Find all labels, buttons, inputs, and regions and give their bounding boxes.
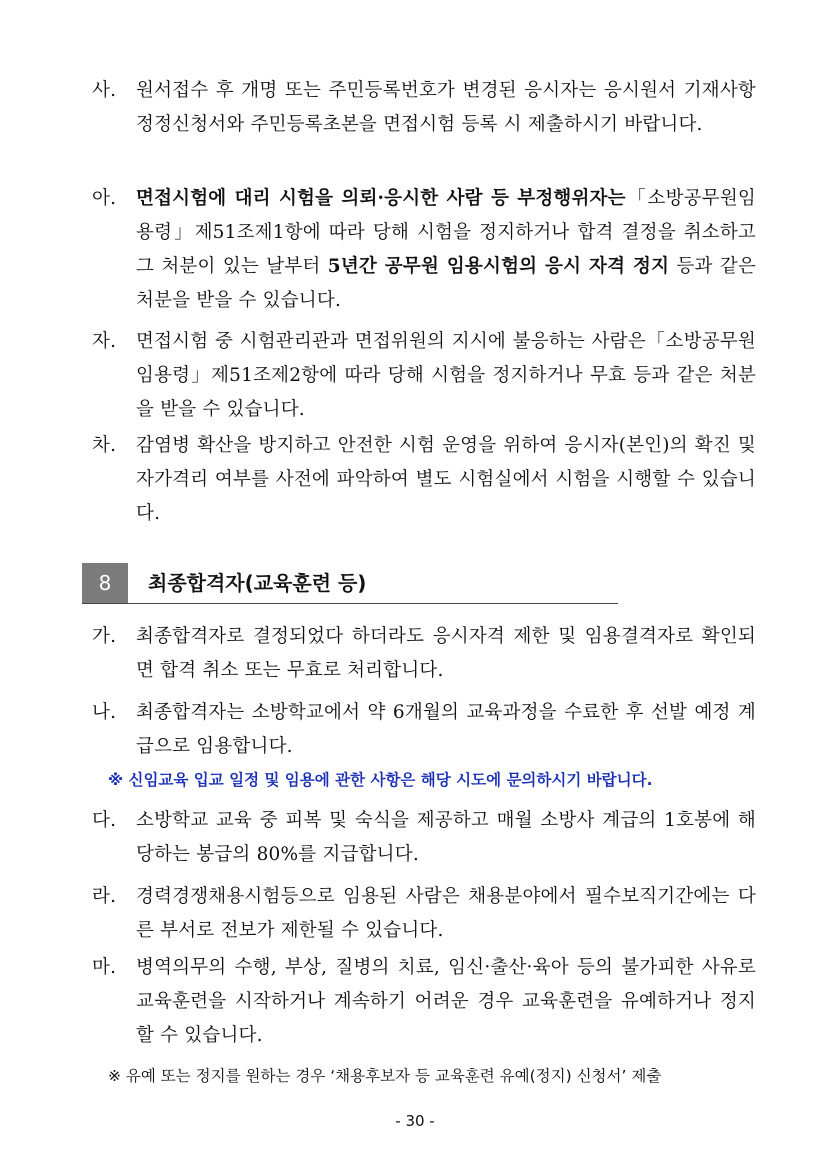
list-marker: 나. bbox=[92, 702, 117, 723]
notice-blue: ※ 신임교육 입교 일정 및 임용에 관한 사항은 해당 시도에 문의하시기 바랍니다. bbox=[108, 771, 653, 789]
body-text: 소방학교 교육 중 피복 및 숙식을 제공하고 매월 소방사 계급의 1호봉에 해당하는 봉급의 80%를 지급합니다. bbox=[136, 810, 756, 865]
section-title: 최종합격자(교육훈련 등) bbox=[148, 571, 367, 595]
list-marker: 다. bbox=[92, 810, 117, 831]
body-text: 병역의무의 수행, 부상, 질병의 치료, 임신·출산·육아 등의 불가피한 사유로 교육훈련을 시작하거나 계속하기 어려운 경우 교육훈련을 유예하거나 정지할 수 있습니다. bbox=[136, 957, 756, 1046]
list-item bbox=[92, 429, 756, 531]
list-item-text bbox=[136, 429, 756, 531]
section-header bbox=[82, 563, 618, 604]
body-text: 등과 같은 처분을 받을 수 있습니다. bbox=[136, 256, 756, 311]
list-marker: 가. bbox=[92, 626, 117, 647]
body-text: 최종합격자는 소방학교에서 약 6개월의 교육과정을 수료한 후 선발 예정 계급으로 임용합니다. bbox=[136, 702, 756, 757]
list-item-text bbox=[136, 74, 756, 142]
list-marker: 차. bbox=[92, 435, 117, 456]
body-text: 「소방공무원임용령」제51조제1항에 따라 당해 시험을 정지하거나 합격 결정을 취소하고 그 처분이 있는 날부터 bbox=[136, 188, 756, 277]
emphasized-text: 5년간 공무원 임용시험의 응시 자격 정지 bbox=[327, 256, 670, 277]
list-item-text bbox=[136, 325, 756, 427]
list-item-text bbox=[136, 620, 756, 688]
list-item-text bbox=[136, 951, 756, 1053]
page-number: - 30 - bbox=[395, 1112, 435, 1130]
list-item bbox=[92, 696, 756, 764]
list-item-text bbox=[136, 182, 756, 318]
notice-deferral: ※ 유예 또는 정지를 원하는 경우 ‘채용후보자 등 교육훈련 유예(정지) 신청서’ 제출 bbox=[108, 1067, 662, 1085]
list-item bbox=[92, 804, 756, 872]
body-text: 경력경쟁채용시험등으로 임용된 사람은 채용분야에서 필수보직기간에는 다른 부서로 전보가 제한될 수 있습니다. bbox=[136, 886, 756, 941]
list-marker: 자. bbox=[92, 331, 117, 352]
body-text: 면접시험 중 시험관리관과 면접위원의 지시에 불응하는 사람은「소방공무원임용령」제51조제2항에 따라 당해 시험을 정지하거나 무효 등과 같은 처분을 받을 수 있습니다. bbox=[136, 331, 756, 420]
list-item bbox=[92, 880, 756, 948]
body-text: 최종합격자로 결정되었다 하더라도 응시자격 제한 및 임용결격자로 확인되면 합격 취소 또는 무효로 처리합니다. bbox=[136, 626, 756, 681]
list-item-text bbox=[136, 696, 756, 764]
list-marker: 사. bbox=[92, 80, 117, 101]
list-marker: 라. bbox=[92, 886, 117, 907]
list-item bbox=[92, 620, 756, 688]
list-marker: 마. bbox=[92, 957, 117, 978]
list-item-text bbox=[136, 804, 756, 872]
list-item bbox=[92, 951, 756, 1053]
section-number: 8 bbox=[82, 563, 128, 603]
list-item bbox=[92, 182, 756, 318]
list-item bbox=[92, 325, 756, 427]
list-item bbox=[92, 74, 756, 142]
body-text: 원서접수 후 개명 또는 주민등록번호가 변경된 응시자는 응시원서 기재사항 정정신청서와 주민등록초본을 면접시험 등록 시 제출하시기 바랍니다. bbox=[136, 80, 756, 135]
body-text: 감염병 확산을 방지하고 안전한 시험 운영을 위하여 응시자(본인)의 확진 및 자가격리 여부를 사전에 파악하여 별도 시험실에서 시험을 시행할 수 있습니다. bbox=[136, 435, 756, 524]
emphasized-text: 면접시험에 대리 시험을 의뢰·응시한 사람 등 부정행위자는 bbox=[136, 188, 626, 209]
list-marker: 아. bbox=[92, 188, 117, 209]
list-item-text bbox=[136, 880, 756, 948]
